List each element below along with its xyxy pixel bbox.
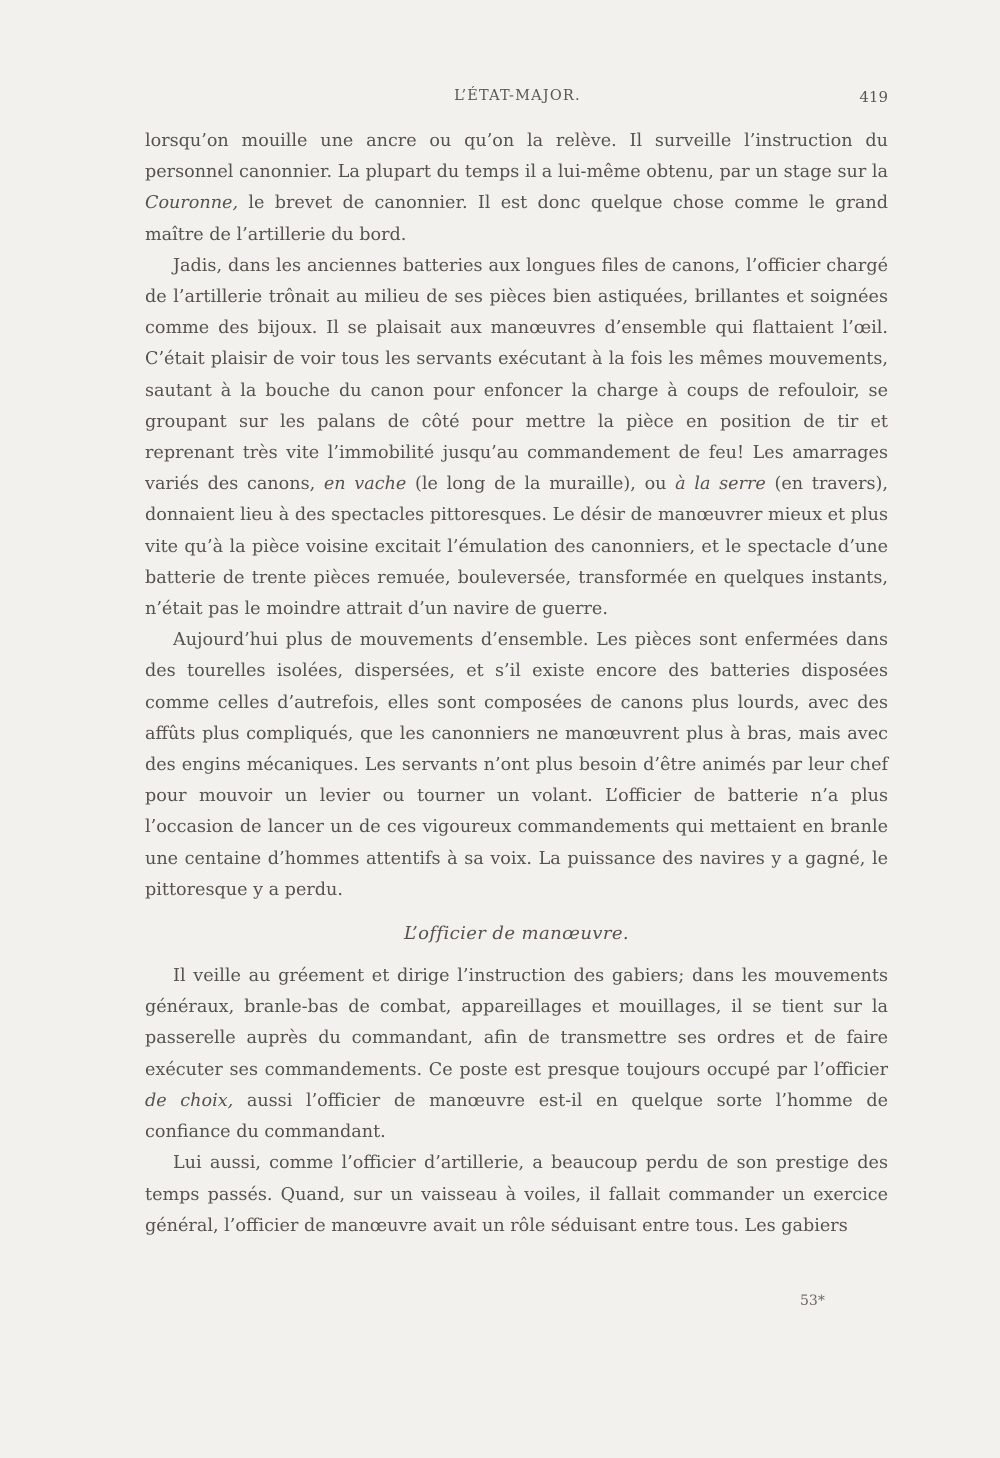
- page-number: 419: [859, 88, 888, 106]
- running-header: [145, 88, 890, 112]
- section-heading: L’officier de manœuvre.: [403, 923, 630, 945]
- paragraph-3-text: Aujourd’hui plus de mouvements d’ensemble. Les pièces sont enfermées dans des tourelles isolées, dispersées, et s’il existe encore des batteries disposées comme celles d’autrefois, elles sont composées de canons plus lourds, avec des affûts plus compliqués, que les canonniers ne manœuvrent plus à bras, mais avec des engins mécaniques. Les servants n’ont plus besoin d’être animés par leur chef pour mouvoir un levier ou tourner un volant. L’officier de batterie n’a plus l’occasion de lancer un de ces vigoureux commandements qui mettaient en branle une centaine d’hommes attentifs à sa voix. La puissance des navires y a gagné, le pittoresque y a perdu.: [145, 630, 888, 900]
- paragraph-4: [145, 961, 888, 1148]
- paragraph-1-text: lorsqu’on mouille une ancre ou qu’on la relève. Il surveille l’instruction du personnel canonnier. La plupart du temps il a lui-même obtenu, par un stage sur la: [145, 131, 888, 183]
- paragraph-5: [145, 1148, 888, 1242]
- paragraph-2-italic-2: à la serre: [675, 474, 766, 495]
- paragraph-2-end: (en travers), donnaient lieu à des spectacles pittoresques. Le désir de manœuvrer mieux et plus vite qu’à la pièce voisine excitait l’émulation des canonniers, et le spectacle d’une batterie de trente pièces remuée, bouleversée, transformée en quelques instants, n’était pas le moindre attrait d’un navire de guerre.: [145, 474, 888, 620]
- paragraph-4-italic: de choix,: [145, 1090, 234, 1111]
- header-title: L’ÉTAT-MAJOR.: [454, 88, 581, 104]
- signature-mark: 53*: [800, 1293, 825, 1309]
- paragraph-1-italic: Couronne,: [145, 193, 239, 214]
- paragraph-2-mid: (le long de la muraille), ou: [406, 474, 676, 495]
- body-text: [145, 126, 888, 1242]
- paragraph-2-italic-1: en vache: [323, 474, 407, 495]
- paragraph-1-end: le brevet de canonnier. Il est donc quelque chose comme le grand maître de l’artillerie du bord.: [145, 193, 888, 245]
- paragraph-4-end: aussi l’officier de manœuvre est-il en quelque sorte l’homme de confiance du commandant.: [145, 1090, 888, 1143]
- paragraph-4-text: Il veille au gréement et dirige l’instruction des gabiers; dans les mouvements généraux, branle-bas de combat, appareillages et mouillages, il se tient sur la passerelle auprès du commandant, afin de transmettre ses ordres et de faire exécuter ses commandements. Ce poste est presque toujours occupé par l’officier: [145, 966, 888, 1080]
- paragraph-3: [145, 625, 888, 906]
- paragraph-2-text: Jadis, dans les anciennes batteries aux longues files de canons, l’officier chargé de l’artillerie trônait au milieu de ses pièces bien astiquées, brillantes et soignées comme des bijoux. Il se plaisait aux manœuvres d’ensemble qui flattaient l’œil. C’était plaisir de voir tous les servants exécutant à la fois les mêmes mouvements, sautant à la bouche du canon pour enfoncer la charge à coups de refouloir, se groupant sur les palans de côté pour mettre la pièce en position de tir et reprenant très vite l’immobilité jusqu’au commandement de feu! Les amarrages variés des canons,: [145, 255, 888, 495]
- paragraph-1: [145, 126, 888, 251]
- paragraph-5-text: Lui aussi, comme l’officier d’artillerie, a beaucoup perdu de son prestige des temps passés. Quand, sur un vaisseau à voiles, il fallait commander un exercice général, l’officier de manœuvre avait un rôle séduisant entre tous. Les gabiers: [145, 1153, 888, 1236]
- paragraph-2: [145, 251, 888, 625]
